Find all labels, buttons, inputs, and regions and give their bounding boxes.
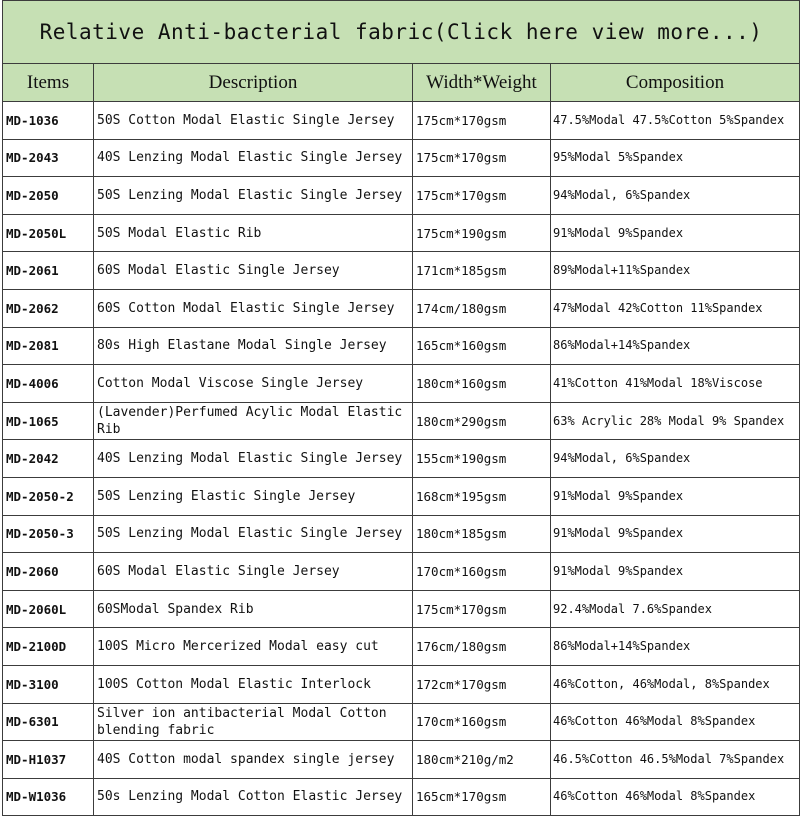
width-weight-cell: 176cm/180gsm — [413, 628, 551, 666]
composition-cell: 47%Modal 42%Cotton 11%Spandex — [551, 289, 800, 327]
table-row — [3, 553, 800, 591]
width-weight-cell: 168cm*195gsm — [413, 477, 551, 515]
width-weight-cell: 172cm*170gsm — [413, 665, 551, 703]
composition-cell: 95%Modal 5%Spandex — [551, 139, 800, 177]
item-code-cell: MD-2062 — [3, 289, 94, 327]
description-cell: Cotton Modal Viscose Single Jersey — [94, 365, 413, 403]
description-cell: 50s Lenzing Modal Cotton Elastic Jersey — [94, 778, 413, 816]
width-weight-cell: 175cm*190gsm — [413, 214, 551, 252]
header-description: Description — [94, 64, 413, 102]
table-row — [3, 703, 800, 741]
table-row — [3, 477, 800, 515]
width-weight-cell: 174cm/180gsm — [413, 289, 551, 327]
table-row — [3, 741, 800, 779]
description-cell: 80s High Elastane Modal Single Jersey — [94, 327, 413, 365]
description-cell: 60SModal Spandex Rib — [94, 590, 413, 628]
composition-cell: 86%Modal+14%Spandex — [551, 628, 800, 666]
description-cell: (Lavender)Perfumed Acylic Modal Elastic Rib — [94, 402, 413, 440]
width-weight-cell: 180cm*290gsm — [413, 402, 551, 440]
header-width-weight: Width*Weight — [413, 64, 551, 102]
width-weight-cell: 180cm*185gsm — [413, 515, 551, 553]
title-row — [3, 1, 800, 64]
table-row — [3, 778, 800, 816]
composition-cell: 86%Modal+14%Spandex — [551, 327, 800, 365]
table-row — [3, 628, 800, 666]
item-code-cell: MD-1036 — [3, 102, 94, 140]
description-cell: 100S Cotton Modal Elastic Interlock — [94, 665, 413, 703]
composition-cell: 94%Modal, 6%Spandex — [551, 177, 800, 215]
table-row — [3, 327, 800, 365]
item-code-cell: MD-2050-3 — [3, 515, 94, 553]
composition-cell: 46.5%Cotton 46.5%Modal 7%Spandex — [551, 741, 800, 779]
description-cell: 50S Lenzing Elastic Single Jersey — [94, 477, 413, 515]
item-code-cell: MD-3100 — [3, 665, 94, 703]
item-code-cell: MD-2100D — [3, 628, 94, 666]
width-weight-cell: 155cm*190gsm — [413, 440, 551, 478]
item-code-cell: MD-W1036 — [3, 778, 94, 816]
width-weight-cell: 175cm*170gsm — [413, 177, 551, 215]
table-row — [3, 440, 800, 478]
table-row — [3, 515, 800, 553]
description-cell: 40S Cotton modal spandex single jersey — [94, 741, 413, 779]
table-row — [3, 252, 800, 290]
header-items: Items — [3, 64, 94, 102]
description-cell: 40S Lenzing Modal Elastic Single Jersey — [94, 139, 413, 177]
table-row — [3, 139, 800, 177]
item-code-cell: MD-2043 — [3, 139, 94, 177]
composition-cell: 91%Modal 9%Spandex — [551, 553, 800, 591]
item-code-cell: MD-4006 — [3, 365, 94, 403]
width-weight-cell: 180cm*210g/m2 — [413, 741, 551, 779]
table-row — [3, 665, 800, 703]
description-cell: Silver ion antibacterial Modal Cotton blending fabric — [94, 703, 413, 741]
item-code-cell: MD-2042 — [3, 440, 94, 478]
table-row — [3, 102, 800, 140]
item-code-cell: MD-1065 — [3, 402, 94, 440]
item-code-cell: MD-2061 — [3, 252, 94, 290]
description-cell: 50S Lenzing Modal Elastic Single Jersey — [94, 515, 413, 553]
description-cell: 100S Micro Mercerized Modal easy cut — [94, 628, 413, 666]
width-weight-cell: 175cm*170gsm — [413, 590, 551, 628]
description-cell: 60S Modal Elastic Single Jersey — [94, 252, 413, 290]
table-row — [3, 177, 800, 215]
description-cell: 60S Modal Elastic Single Jersey — [94, 553, 413, 591]
composition-cell: 89%Modal+11%Spandex — [551, 252, 800, 290]
composition-cell: 91%Modal 9%Spandex — [551, 477, 800, 515]
table-row — [3, 402, 800, 440]
item-code-cell: MD-2050L — [3, 214, 94, 252]
item-code-cell: MD-2060 — [3, 553, 94, 591]
composition-cell: 91%Modal 9%Spandex — [551, 515, 800, 553]
view-more-link[interactable]: Relative Anti-bacterial fabric(Click here view more...) — [3, 1, 800, 64]
description-cell: 50S Modal Elastic Rib — [94, 214, 413, 252]
table-row — [3, 365, 800, 403]
table-row — [3, 289, 800, 327]
fabric-table — [2, 0, 800, 816]
width-weight-cell: 180cm*160gsm — [413, 365, 551, 403]
item-code-cell: MD-2050-2 — [3, 477, 94, 515]
composition-cell: 91%Modal 9%Spandex — [551, 214, 800, 252]
description-cell: 50S Cotton Modal Elastic Single Jersey — [94, 102, 413, 140]
table-row — [3, 590, 800, 628]
composition-cell: 46%Cotton, 46%Modal, 8%Spandex — [551, 665, 800, 703]
composition-cell: 41%Cotton 41%Modal 18%Viscose — [551, 365, 800, 403]
table-row — [3, 214, 800, 252]
composition-cell: 94%Modal, 6%Spandex — [551, 440, 800, 478]
item-code-cell: MD-2081 — [3, 327, 94, 365]
width-weight-cell: 175cm*170gsm — [413, 102, 551, 140]
item-code-cell: MD-H1037 — [3, 741, 94, 779]
width-weight-cell: 170cm*160gsm — [413, 553, 551, 591]
width-weight-cell: 170cm*160gsm — [413, 703, 551, 741]
width-weight-cell: 175cm*170gsm — [413, 139, 551, 177]
width-weight-cell: 165cm*170gsm — [413, 778, 551, 816]
item-code-cell: MD-2060L — [3, 590, 94, 628]
description-cell: 50S Lenzing Modal Elastic Single Jersey — [94, 177, 413, 215]
composition-cell: 46%Cotton 46%Modal 8%Spandex — [551, 703, 800, 741]
width-weight-cell: 165cm*160gsm — [413, 327, 551, 365]
description-cell: 60S Cotton Modal Elastic Single Jersey — [94, 289, 413, 327]
composition-cell: 46%Cotton 46%Modal 8%Spandex — [551, 778, 800, 816]
header-composition: Composition — [551, 64, 800, 102]
item-code-cell: MD-2050 — [3, 177, 94, 215]
composition-cell: 63% Acrylic 28% Modal 9% Spandex — [551, 402, 800, 440]
item-code-cell: MD-6301 — [3, 703, 94, 741]
description-cell: 40S Lenzing Modal Elastic Single Jersey — [94, 440, 413, 478]
composition-cell: 92.4%Modal 7.6%Spandex — [551, 590, 800, 628]
width-weight-cell: 171cm*185gsm — [413, 252, 551, 290]
header-row — [3, 64, 800, 102]
composition-cell: 47.5%Modal 47.5%Cotton 5%Spandex — [551, 102, 800, 140]
